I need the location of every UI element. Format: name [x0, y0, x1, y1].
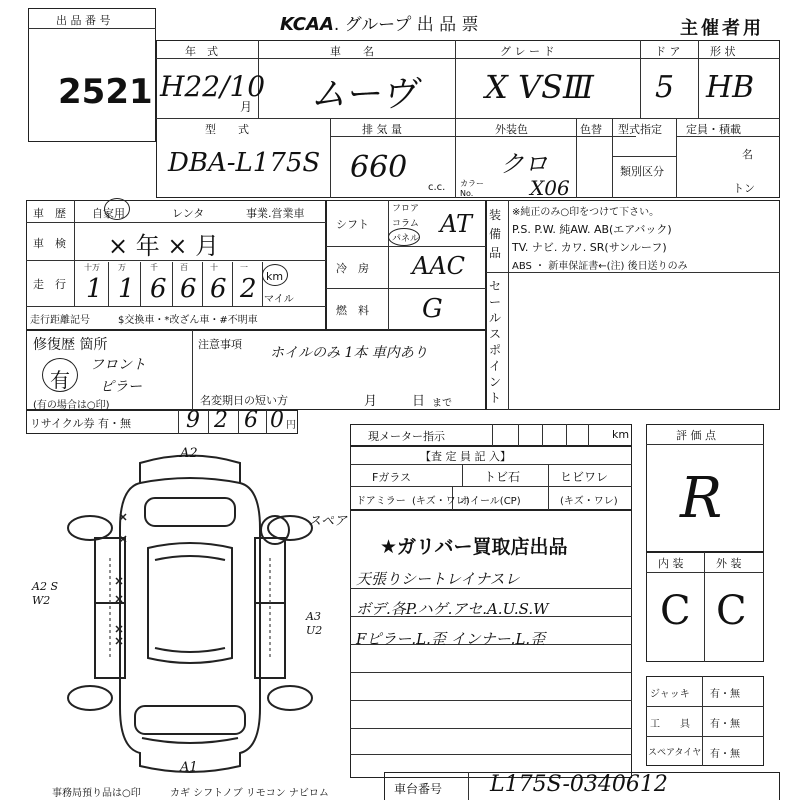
reg-month: 月 — [364, 394, 378, 409]
lot-number-label: 出 品 番 号 — [56, 14, 111, 27]
grade-value: X VSⅢ — [485, 68, 594, 106]
repair-note: (有の場合は○印) — [33, 400, 110, 411]
mileage-unit: 十 — [210, 263, 218, 272]
recycle-digit: 0 — [270, 408, 284, 433]
diagram-mark-a1: A1 — [180, 760, 198, 775]
shift-option-floor: フロア — [392, 204, 420, 214]
history-option-business: 事業.営業車 — [246, 207, 305, 220]
shape-value: HB — [706, 70, 755, 105]
ac-label: 冷 房 — [336, 262, 369, 275]
form-title — [280, 10, 479, 35]
mirror-label: ドアミラー — [356, 496, 406, 507]
capacity-label: 定員・積載 — [686, 123, 741, 136]
inspection-value: × 年 × 月 — [108, 232, 220, 260]
type-value: DBA-L175S — [168, 148, 321, 178]
office-note: 事務局預り品は○印 — [52, 788, 141, 799]
color-value: クロ — [500, 150, 548, 178]
notes-label: 注意事項 — [198, 338, 242, 351]
equipment-line2: TV. ナビ. カワ. SR(サンルーフ) — [512, 241, 667, 254]
recycle-digit: 2 — [214, 408, 228, 433]
accessory-label: ジャッキ — [650, 689, 690, 700]
color-label: 外装色 — [495, 123, 528, 136]
recycle-unit: 円 — [286, 420, 296, 431]
ac-value: AAC — [412, 252, 466, 280]
office-items: カギ シフトノブ リモコン ナビロム — [170, 788, 329, 799]
diagram-mark-spare: スペア — [308, 514, 348, 529]
fuel-label: 燃 料 — [336, 304, 369, 317]
accessory-value: 有・無 — [710, 749, 740, 760]
inspector-line: ボデ.各P.ハゲ.アセ.A.U.S.W — [356, 600, 549, 618]
mileage-digit: 6 — [180, 274, 197, 304]
accessory-label: スペアタイヤ — [648, 748, 702, 758]
accessory-value: 有・無 — [710, 719, 740, 730]
displacement-value: 660 — [350, 150, 408, 185]
mileage-note-value: $交換車・*改ざん車・#不明車 — [118, 315, 258, 326]
door-label: ド ア — [655, 45, 681, 58]
shift-panel-circle — [388, 228, 420, 246]
organizer-label: 主催者用 — [680, 18, 764, 39]
inspector-line: Fピラー.L.歪 インナー.L.歪 — [356, 630, 546, 648]
recycle-digit: 6 — [244, 408, 258, 433]
model-designation-label: 型式指定 — [618, 123, 662, 136]
diagram-mark-left: A2 S W2 — [32, 580, 58, 607]
vin-label: 車台番号 — [394, 782, 443, 796]
interior-label: 内 装 — [658, 557, 684, 570]
diagram-mark-a2-top: A2 — [180, 446, 198, 461]
mileage-digit: 1 — [118, 274, 135, 304]
interior-value: C — [660, 588, 691, 634]
mileage-km-circle — [262, 264, 288, 286]
exterior-label: 外 装 — [716, 557, 742, 570]
shift-value: AT — [440, 210, 473, 238]
year-label: 年 式 — [185, 45, 218, 58]
rating-label: 評 価 点 — [676, 429, 716, 442]
inspector-line: 天張りシートレイナスレ — [356, 570, 520, 588]
rating-value: R — [680, 466, 723, 531]
color-no-label: カラー No. — [460, 179, 484, 198]
gulliver-stamp: ★ガリバー買取店出品 — [380, 536, 568, 558]
notes-value: ホイルのみ 1本 車内あり — [270, 345, 428, 361]
reg-label: 名変期日の短い方 — [200, 394, 288, 407]
meter-label: 現メーター指示 — [368, 430, 445, 443]
wheel-label: ホイール(CP) — [460, 496, 521, 507]
shift-option-column: コラム — [392, 219, 419, 229]
history-circle — [104, 198, 130, 220]
mileage-note-label: 走行距離記号 — [30, 315, 90, 326]
type-label: 型 式 — [205, 123, 249, 136]
mileage-unit: 万 — [118, 263, 126, 272]
lot-number: 2521 — [58, 72, 153, 112]
displacement-label: 排 気 量 — [362, 123, 402, 136]
mileage-digit: 1 — [86, 274, 103, 304]
mileage-unit: 千 — [150, 263, 158, 272]
equipment-label: 装 備 品 — [489, 208, 514, 260]
mileage-label: 走 行 — [33, 278, 66, 291]
equipment-line1: P.S. P.W. 純AW. AB(エアバック) — [512, 223, 672, 236]
history-option-private: 自家用 — [92, 207, 125, 220]
unit-people: 名 — [742, 148, 753, 161]
meter-unit: km — [612, 428, 630, 441]
reg-until: まで — [432, 398, 452, 409]
displacement-unit: c.c. — [428, 182, 446, 193]
unit-ton: トン — [733, 182, 755, 195]
form-title-text: . グループ 出 品 票 — [333, 15, 479, 35]
mileage-unit-km: km — [266, 270, 284, 283]
mileage-unit-mile: マイル — [264, 294, 294, 305]
shape-label: 形 状 — [710, 45, 736, 58]
history-option-rental: レンタ — [172, 207, 205, 220]
accessory-label: 工 具 — [650, 719, 690, 730]
mileage-unit: 百 — [180, 263, 188, 272]
reg-day: 日 — [412, 394, 426, 409]
repair-label: 修復歴 箇所 — [33, 337, 108, 353]
inspection-label: 車 検 — [33, 237, 66, 250]
fglass-label: Fガラス — [372, 471, 411, 484]
model-label: 車 名 — [330, 45, 374, 58]
sales-point-label: セールスポイント — [489, 279, 502, 405]
mirror-damage: (キズ・ワレ) — [412, 496, 470, 507]
class-label: 類別区分 — [620, 165, 664, 178]
repair-note2: ピラー — [100, 379, 142, 395]
shift-label: シフト — [336, 218, 369, 231]
fglass-crack: ヒビワレ — [560, 470, 609, 484]
recycle-label: リサイクル券 有・無 — [30, 417, 131, 430]
fuel-value: G — [422, 294, 443, 324]
repair-circled: 有 — [50, 368, 70, 392]
shift-option-panel: パネル — [392, 234, 420, 244]
exterior-value: C — [716, 588, 747, 634]
mileage-digit: 2 — [240, 274, 257, 304]
vin-value: L175S-0340612 — [490, 772, 668, 797]
repair-circle — [42, 358, 78, 392]
mileage-digit: 6 — [150, 274, 167, 304]
car-damage-diagram — [30, 448, 350, 778]
equipment-instruction: ※純正のみ○印をつけて下さい。 — [512, 207, 660, 218]
grade-label: グ レ ー ド — [500, 45, 555, 58]
kcaa-logo: KCAA — [280, 14, 334, 35]
door-value: 5 — [655, 70, 675, 105]
fglass-chip: トビ石 — [484, 470, 521, 484]
color-no-value: X06 — [530, 176, 570, 200]
repair-note1: フロント — [90, 357, 146, 373]
repaint-label: 色替 — [580, 123, 602, 136]
year-suffix: 月 — [240, 100, 253, 114]
equipment-line3: ABS ・ 新車保証書←(注) 後日送りのみ — [512, 261, 688, 272]
recycle-digit: 9 — [186, 408, 200, 433]
mileage-digit: 6 — [210, 274, 227, 304]
checker-header: 【査 定 員 記 入】 — [420, 450, 511, 463]
history-label: 車 歴 — [33, 207, 66, 220]
mileage-unit: 十万 — [84, 263, 100, 272]
model-value: ムーヴ — [310, 74, 417, 115]
diagram-mark-right: A3 U2 — [306, 610, 323, 637]
mileage-unit: 一 — [240, 263, 248, 272]
year-value: H22/10 — [160, 70, 266, 103]
wheel-damage: (キズ・ワレ) — [560, 496, 618, 507]
accessory-value: 有・無 — [710, 689, 740, 700]
